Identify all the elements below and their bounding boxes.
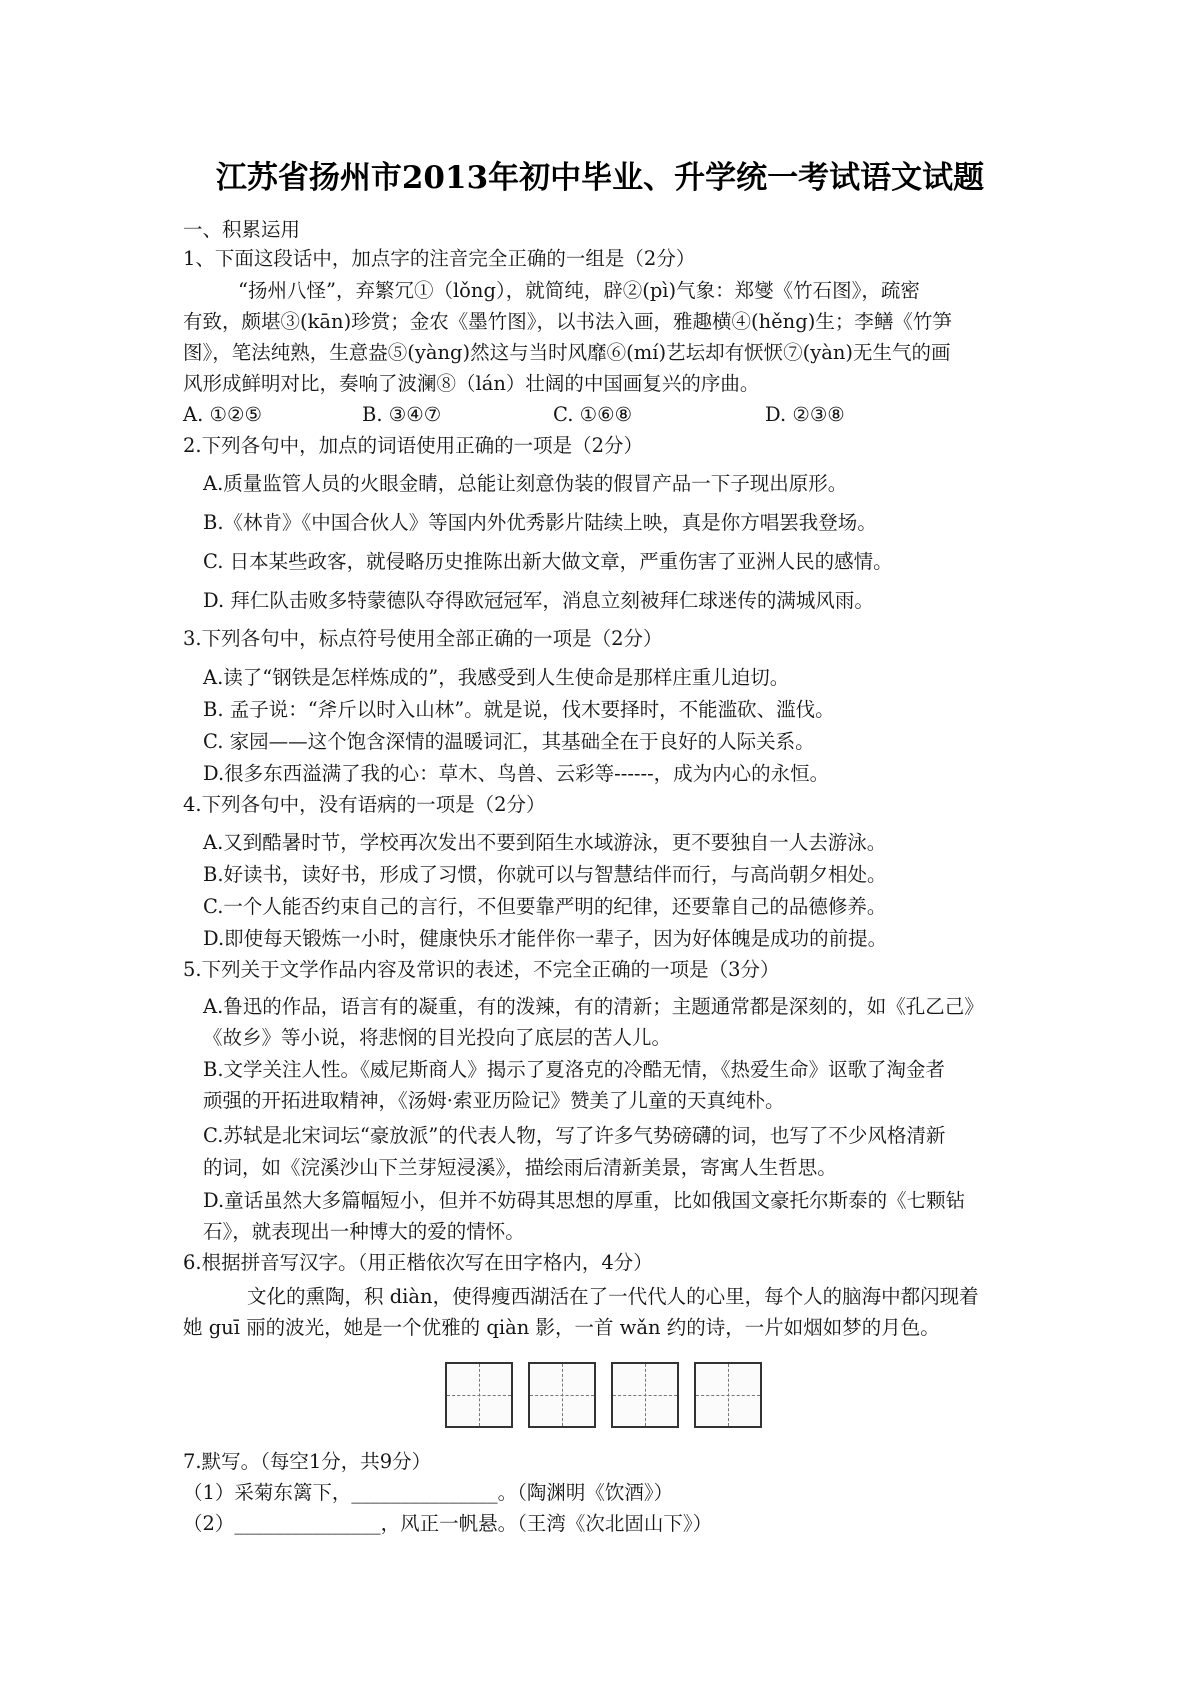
tian-grid-cell[interactable]: [611, 1362, 679, 1428]
q2-stem: 2.下列各句中，加点的词语使用正确的一项是（2分）: [183, 434, 644, 457]
q5-option-line: B.文学关注人性。《威尼斯商人》揭示了夏洛克的冷酷无情，《热爱生命》讴歌了淘金者: [203, 1058, 946, 1081]
q7-stem: 7.默写。（每空1分，共9分）: [183, 1450, 432, 1473]
q5-option-line: 石》，就表现出一种博大的爱的情怀。: [203, 1220, 525, 1243]
tian-grid-cell[interactable]: [528, 1362, 596, 1428]
q3-option-d: D.很多东西溢满了我的心：草木、鸟兽、云彩等------，成为内心的永恒。: [203, 762, 830, 785]
q1-option-d: D. ②③⑧: [765, 403, 845, 426]
q6-passage-line: 文化的熏陶，积 diàn，使得瘦西湖活在了一代代人的心里，每个人的脑海中都闪现着: [247, 1285, 979, 1308]
q1-passage-line: 图》，笔法纯熟，生意盎⑤(yàng)然这与当时风靡⑥(mí)艺坛却有恹恹⑦(yàn)无生气的画: [183, 341, 951, 364]
q1-stem: 1、下面这段话中，加点字的注音完全正确的一组是（2分）: [183, 247, 696, 270]
q3-option-b: B. 孟子说：“斧斤以时入山林”。就是说，伐木要择时，不能滥砍、滥伐。: [203, 698, 835, 721]
q2-option-c: C. 日本某些政客，就侵略历史推陈出新大做文章，严重伤害了亚洲人民的感情。: [203, 550, 893, 573]
q5-stem: 5.下列关于文学作品内容及常识的表述，不完全正确的一项是（3分）: [183, 958, 780, 981]
q5-option-line: 《故乡》等小说，将悲悯的目光投向了底层的苦人儿。: [203, 1026, 672, 1049]
q7-item-2: （2）_______________，风正一帆悬。（王湾《次北固山下》）: [183, 1512, 713, 1535]
q4-option-d: D.即使每天锻炼一小时，健康快乐才能伴你一辈子，因为好体魄是成功的前提。: [203, 927, 888, 950]
section-heading: 一、积累运用: [183, 218, 301, 241]
tian-grid-cell[interactable]: [445, 1362, 513, 1428]
q7-item-1: （1）采菊东篱下，_______________。（陶渊明《饮酒》）: [183, 1481, 674, 1504]
q1-passage-line: 风形成鲜明对比，奏响了波澜⑧（lán）壮阔的中国画复兴的序曲。: [183, 372, 760, 395]
tian-grid-boxes: [445, 1362, 770, 1432]
q2-option-d: D. 拜仁队击败多特蒙德队夺得欧冠冠军，消息立刻被拜仁球迷传的满城风雨。: [203, 589, 874, 612]
q1-option-b: B. ③④⑦: [362, 403, 442, 426]
q4-stem: 4.下列各句中，没有语病的一项是（2分）: [183, 793, 546, 816]
q6-stem: 6.根据拼音写汉字。（用正楷依次写在田字格内，4分）: [183, 1251, 653, 1274]
q3-stem: 3.下列各句中，标点符号使用全部正确的一项是（2分）: [183, 627, 663, 650]
q5-option-line: D.童话虽然大多篇幅短小，但并不妨碍其思想的厚重，比如俄国文豪托尔斯泰的《七颗钻: [203, 1189, 966, 1212]
q6-passage-line: 她 guī 丽的波光，她是一个优雅的 qiàn 影，一首 wǎn 约的诗，一片如烟如梦的月色。: [183, 1316, 940, 1339]
q1-option-c: C. ①⑥⑧: [553, 403, 633, 426]
page-title: 江苏省扬州市2013年初中毕业、升学统一考试语文试题: [215, 160, 985, 196]
q2-option-b: B.《林肯》《中国合伙人》等国内外优秀影片陆续上映，真是你方唱罢我登场。: [203, 511, 877, 534]
q5-option-line: 顽强的开拓进取精神，《汤姆·索亚历险记》赞美了儿童的天真纯朴。: [203, 1089, 785, 1112]
q5-option-line: 的词，如《浣溪沙山下兰芽短浸溪》，描绘雨后清新美景，寄寓人生哲思。: [203, 1156, 837, 1179]
q4-option-a: A.又到酷暑时节，学校再次发出不要到陌生水域游泳，更不要独自一人去游泳。: [203, 831, 887, 854]
q5-option-line: C.苏轼是北宋词坛“豪放派”的代表人物，写了许多气势磅礴的词，也写了不少风格清新: [203, 1124, 946, 1147]
q4-option-b: B.好读书，读好书，形成了习惯，你就可以与智慧结伴而行，与高尚朝夕相处。: [203, 863, 887, 886]
q1-passage-line: 有致，颇堪③(kān)珍赏；金农《墨竹图》，以书法入画，雅趣横④(hěng)生；李鳝《竹笋: [183, 310, 952, 333]
q5-option-line: A.鲁迅的作品，语言有的凝重，有的泼辣，有的清新；主题通常都是深刻的，如《孔乙己》: [203, 995, 984, 1018]
q1-option-a: A. ①②⑤: [183, 403, 262, 426]
q1-passage-line: “扬州八怪”，弃繁冗①（lǒng），就简纯，辟②(pì)气象：郑燮《竹石图》，疏密: [238, 279, 920, 302]
q4-option-c: C.一个人能否约束自己的言行，不但要靠严明的纪律，还要靠自己的品德修养。: [203, 895, 887, 918]
tian-grid-cell[interactable]: [694, 1362, 762, 1428]
q3-option-a: A.读了“钢铁是怎样炼成的”，我感受到人生使命是那样庄重儿迫切。: [203, 666, 790, 689]
q2-option-a: A.质量监管人员的火眼金睛，总能让刻意伪装的假冒产品一下子现出原形。: [203, 472, 848, 495]
q3-option-c: C. 家园——这个饱含深情的温暖词汇，其基础全在于良好的人际关系。: [203, 730, 815, 753]
